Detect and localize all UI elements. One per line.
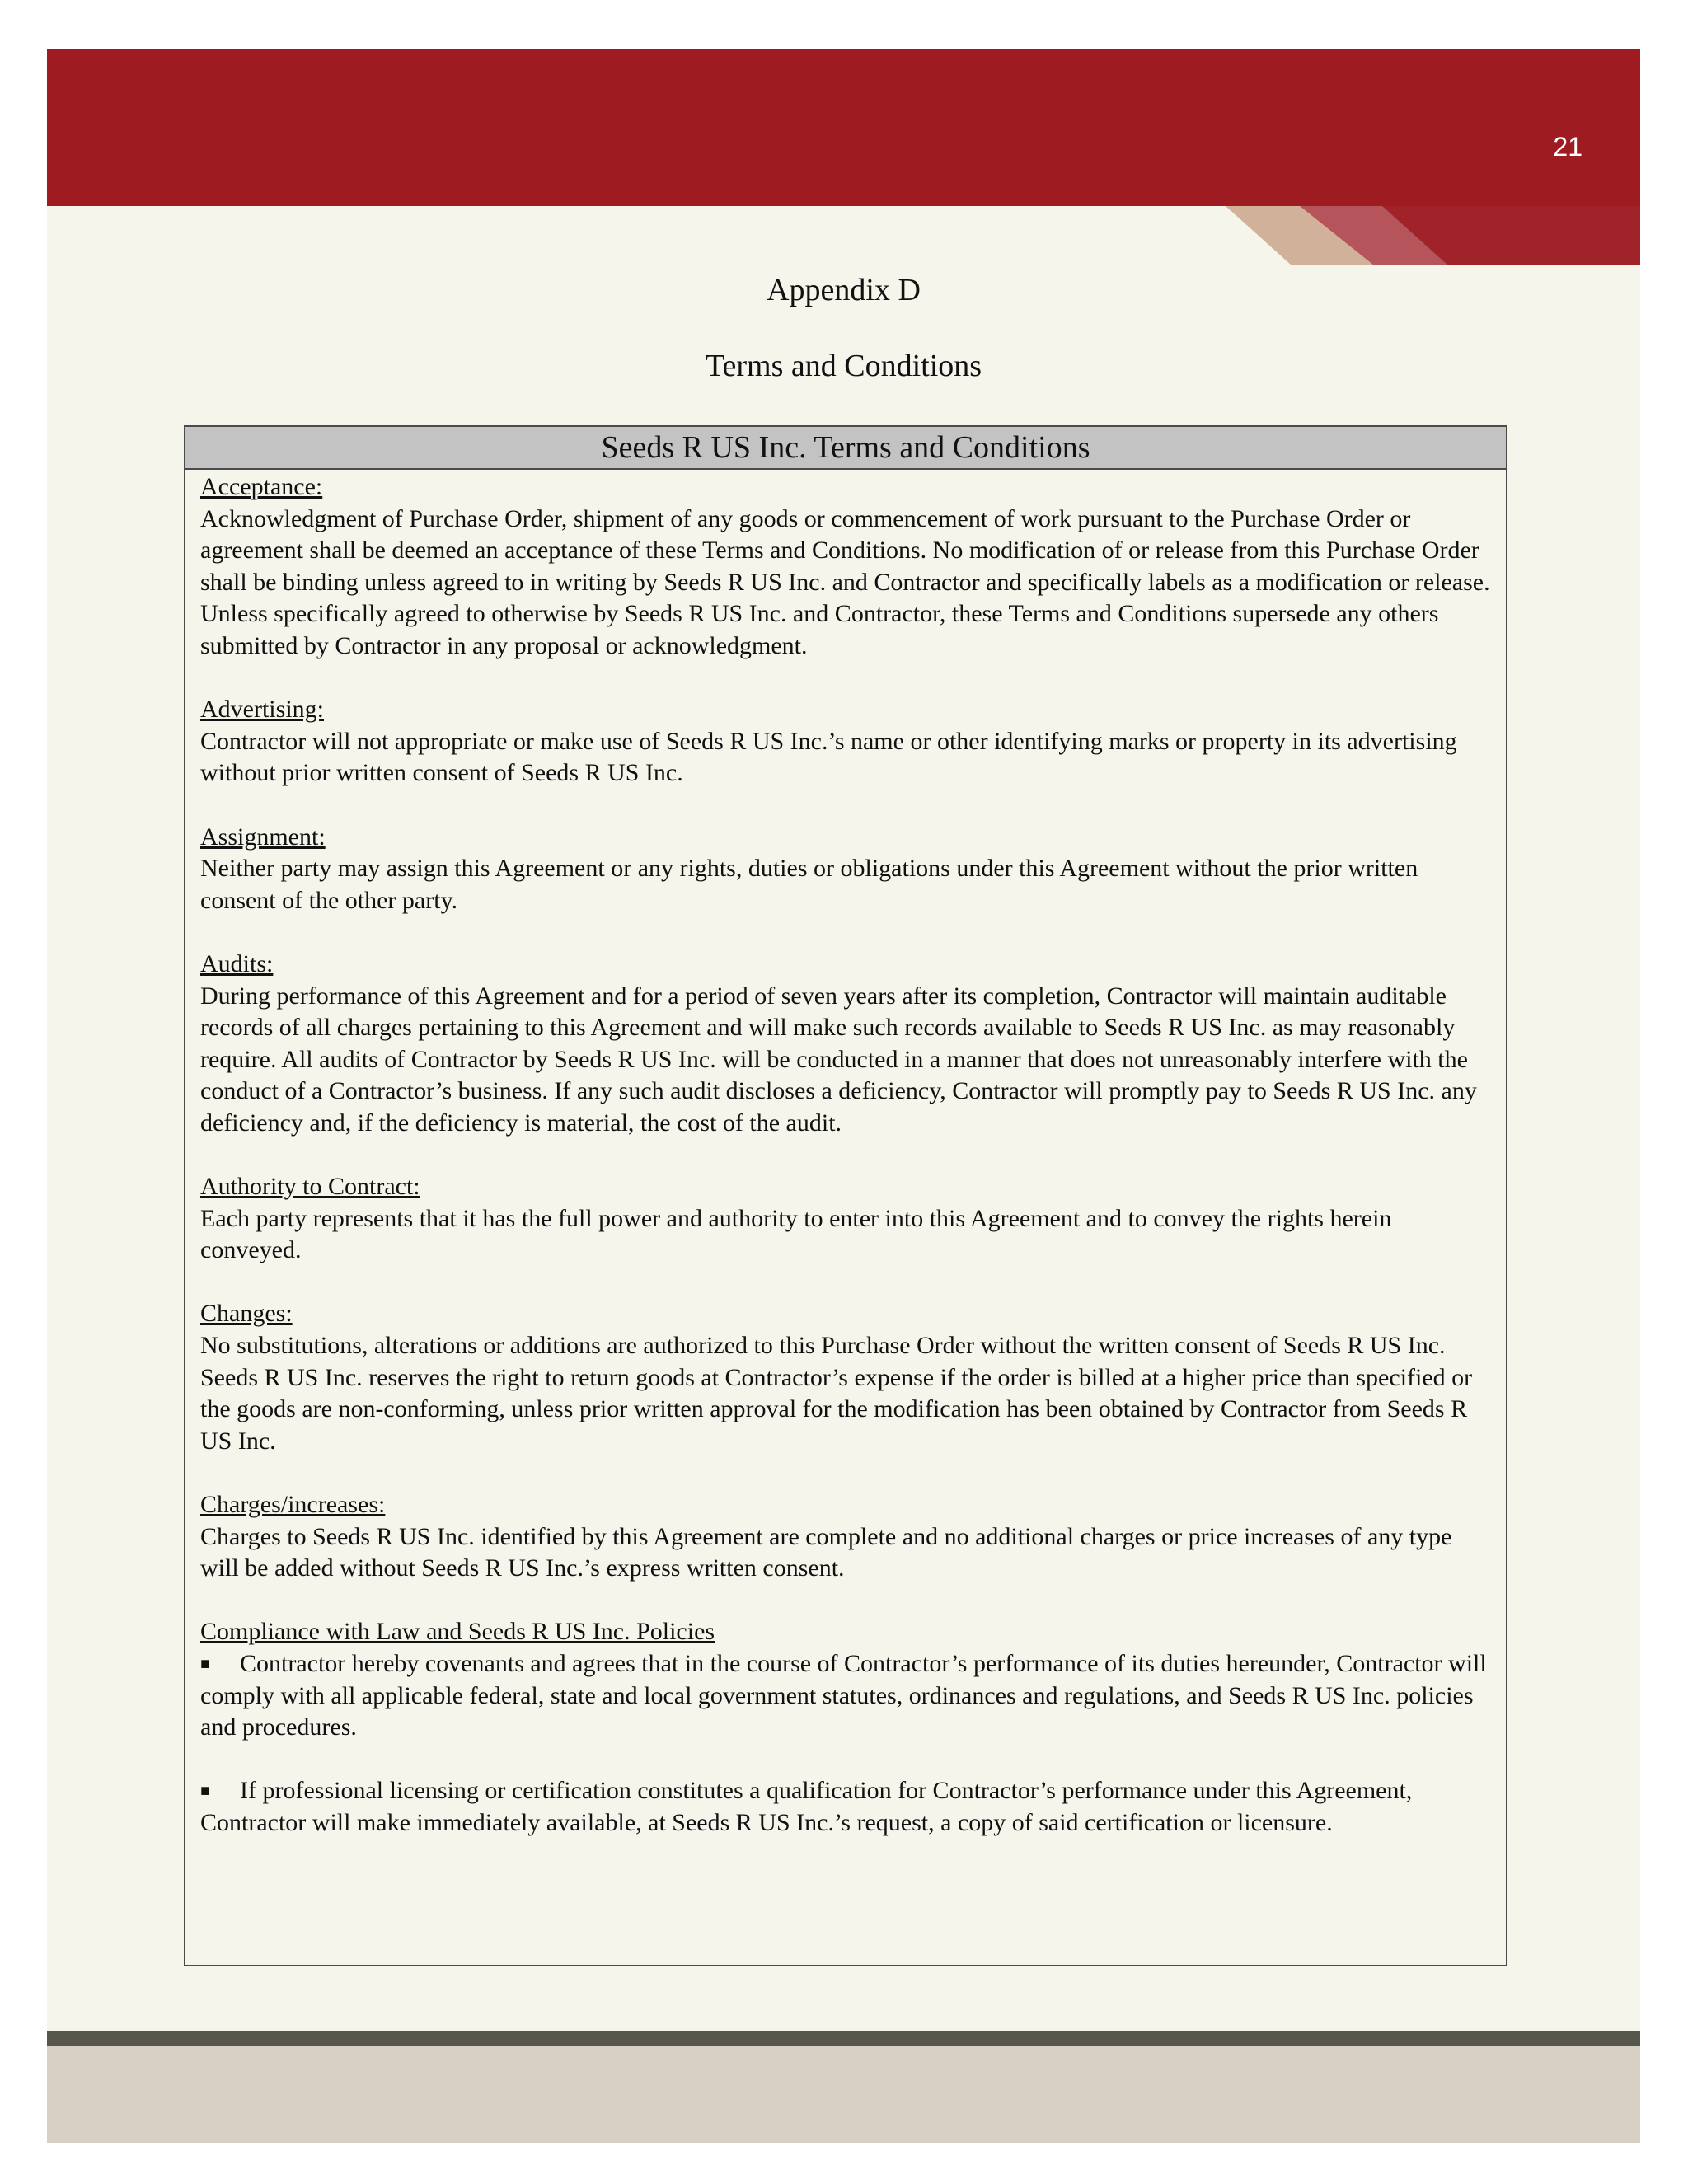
clause-heading: Advertising: [200,696,324,724]
clause-advertising [200,694,1491,790]
clause-text: Acknowledgment of Purchase Order, shipment of any goods or commencement of work pursuant to the Purchase Order or agreement shall be deemed an acceptance of these Terms and Conditions. No modification of or release from this Purchase Order shall be binding unless agreed to in writing by Seeds R US Inc. and Contractor and specifically labels as a modification or release. Unless specifically agreed to otherwise by Seeds R US Inc. and Contractor, these Terms and Conditions supersede any others submitted by Contractor in any proposal or acknowledgment. [200,504,1490,659]
header-accent-stripes [47,49,1640,272]
clause-heading: Authority to Contract: [200,1173,420,1201]
clause-heading: Changes: [200,1300,293,1328]
terms-table-header: Seeds R US Inc. Terms and Conditions [185,427,1506,470]
compliance-bullet-item [200,1775,1491,1839]
footer-line [47,2031,1640,2046]
section-title: Terms and Conditions [705,349,982,383]
clause-assignment [200,822,1491,917]
clause-acceptance [200,471,1491,663]
square-bullet-icon: ■ [200,1782,211,1801]
clause-text: Neither party may assign this Agreement or any rights, duties or obligations under this Agreement without the prior written consent of the other party. [200,855,1418,914]
clause-text: Contractor will not appropriate or make use of Seeds R US Inc.’s name or other identifying marks or property in its advertising without prior written consent of Seeds R US Inc. [200,727,1457,787]
clause-compliance [200,1616,1491,1839]
clause-charges-increases [200,1489,1491,1585]
clause-heading: Acceptance: [200,473,323,500]
clause-heading: Charges/increases: [200,1491,386,1518]
clause-changes [200,1298,1491,1457]
clause-text: No substitutions, alterations or additions are authorized to this Purchase Order without the written consent of Seeds R US Inc. Seeds R US Inc. reserves the right to return goods at Contractor’s expense if the order is billed at a higher price than specified or the goods are non-conforming, unless prior written approval for the modification has been obtained by Contractor from Seeds R US Inc. [200,1332,1473,1455]
clause-text: During performance of this Agreement and for a period of seven years after its completion, Contractor will maintain auditable records of all charges pertaining to this Agreement and will make such records available to Seeds R US Inc. as may reasonably require. All audits of Contractor by Seeds R US Inc. will be conducted in a manner that does not unreasonably interfere with the conduct of a Contractor’s business. If any such audit discloses a deficiency, Contractor will promptly pay to Seeds R US Inc. any deficiency and, if the deficiency is material, the cost of the audit. [200,982,1477,1137]
page-number: 21 [1553,132,1582,162]
terms-table-body [185,470,1506,1840]
compliance-bullet-item [200,1648,1491,1744]
footer-band [47,2046,1640,2143]
bullet-text: If professional licensing or certification constitutes a qualification for Contractor’s performance under this Agreement, Contractor will make immediately available, at Seeds R US Inc.’s request, a copy of said certification or licensure. [200,1777,1413,1836]
square-bullet-icon: ■ [200,1654,211,1673]
appendix-title: Appendix D [767,273,921,307]
clause-heading: Assignment: [200,823,326,851]
clause-heading: Compliance with Law and Seeds R US Inc. Policies [200,1618,715,1646]
bullet-text: Contractor hereby covenants and agrees that in the course of Contractor’s performance of its duties hereunder, Contractor will comply with all applicable federal, state and local government statutes, ordinances and regulations, and Seeds R US Inc. policies and procedures. [200,1649,1487,1741]
clause-authority-to-contract [200,1171,1491,1267]
document-page [47,49,1640,2143]
clause-text: Charges to Seeds R US Inc. identified by this Agreement are complete and no additional charges or price increases of any type will be added without Seeds R US Inc.’s express written consent. [200,1522,1452,1582]
clause-audits [200,949,1491,1140]
clause-heading: Audits: [200,949,274,977]
clause-text: Each party represents that it has the full power and authority to enter into this Agreement and to convey the rights herein conveyed. [200,1204,1392,1264]
terms-table [184,425,1507,1966]
